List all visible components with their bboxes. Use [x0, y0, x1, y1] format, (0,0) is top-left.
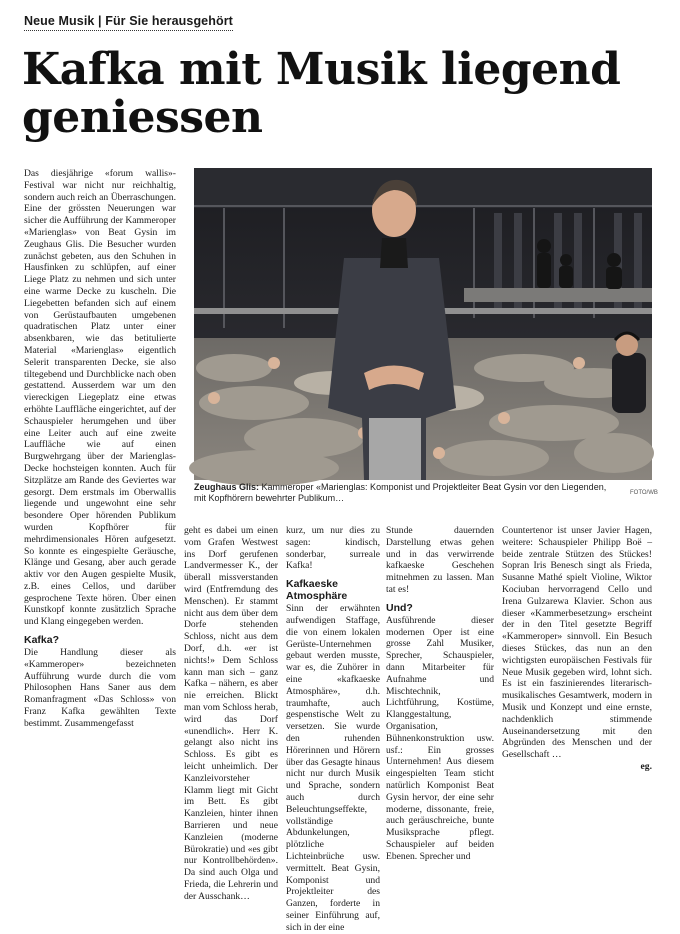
body-paragraph: Das diesjährige «forum wallis»-Festival war nicht nur reichhaltig, sondern auch reich an Überraschungen. Eine der grössten Neuerungen war sicher die Aufführung der Kammeroper «Marienglas» von Beat Gysin im Zeughaus Glis. Die Besucher wurden zunächst gebeten, aus den Schuhen in Hausfinken zu schlüpfen, auf einer Liege Platz zu nehmen und sich unter eine warme Decke zu kuscheln. Die Liegebetten befanden sich auf einem von Gerüstaufbauten umgebenen quadratischen Platz unter einer absenkbaren, wie das betitulierte Material «Marienglas» eigentlich Selerit transparenten Decke, sie also tiltegebend und Durchblicke nach oben gestattend. Ausserdem war um den viereckigen Liegeplatz eine etwas erhöhte Lauffläche eingerichtet, auf der Schauspieler herumgehen und über eine Leiter auch auf eine zweite Lauffläche wie auf einen Burgwehrgang über der Marienglas-Decke hochsteigen konnten. Auch für Sitzplätze am Rande des Geviertes war gesorgt. Dem erstmals im Oberwallis liegende und ungewohnt eine sehr besondere Oper hörenden Publikum wurden Kopfhörer für mehrdimensionales Hören aufgesetzt. So konnte es eingespielte Geräusche, Klänge und Gesang, aber auch gerade aktiv vor den Augen gespielte Musik, z.B. eines Cellos, und darüber gesprochene Texte hören. Über einen Kunstkopf konnte zusätzlich Sprache und Klang eingegeben werden. — [24, 168, 176, 628]
article-column-3 — [286, 525, 380, 933]
article-photo — [194, 168, 652, 480]
subheading-kafkaeske-atmosphaere: Kafkaeske Atmosphäre — [286, 578, 348, 603]
subheading-kafka: Kafka? — [24, 634, 60, 647]
body-paragraph: Stunde dauernden Darstellung etwas gehen und in das verwirrende kafkaeske Geschehen mitnehmen zu lassen. Man tat es! — [386, 525, 494, 595]
subheading-und: Und? — [386, 601, 413, 614]
body-paragraph: Ausführende dieser modernen Oper ist eine grosse Zahl Musiker, Sprecher, Schauspieler, dann Mitarbeiter für Aufnahme und Mischtechnik, Lichtführung, Kostüme, Klanggestaltung, Organisation, Bühnenkonstruktion usw. usf.: Ein grosses Unternehmen! Aus diesem eingespielten Team sticht natürlich Komponist Beat Gysin hervor, der eine sehr moderne, dissonante, freie, auch geräuschreiche, bunte Musiksprache pflegt. Schauspieler auf beiden Ebenen. Sprecher und — [386, 614, 494, 862]
author-signature — [502, 761, 652, 773]
article-column-1 — [24, 168, 176, 782]
section-kicker: Neue Musik | Für Sie herausgehört — [24, 14, 233, 31]
photo-credit: FOTO/WB — [630, 490, 658, 496]
body-paragraph: kurz, um nur dies zu sagen: kindisch, sonderbar, surreale Kafka! — [286, 525, 380, 572]
author-initials: eg. — [640, 760, 652, 772]
caption-location: Zeughaus Glis: — [194, 482, 260, 492]
body-paragraph: Countertenor ist unser Javier Hagen, weitere: Schauspieler Philipp Boë – beide zentrale Stützen des Stückes! Sopran Iris Benesch singt als Frieda, Susanne Mathé spielt Violine, Wiktor Kociuban hervorragend Cello und Irena Gulzarewa Klavier. Schon aus dieser «Kammerbesetzung» erscheint der in den Titel gesetzte Begriff «Kammeroper» sinnvoll. Ein Besuch dieses Stückes, das nun an den wichtigsten europäischen Festivals für Neue Musik gegeben wird, lohnt sich. Es ist ein faszinierendes literarisch-musikalisches Gesamtwerk, modern in Musik und Konzept und eine ernste, nachdenklich stimmende Auseinandersetzung mit den Abgründen des Menschen und der Gesellschaft … — [502, 525, 652, 761]
article-column-2 — [184, 525, 278, 902]
article-column-4 — [386, 525, 494, 862]
body-paragraph: Sinn der erwähnten aufwendigen Staffage, die von einem lokalen Gerüste-Unternehmen gebaut werden musste, war es, die Zuhörer in eine «kafkaeske Atmosphäre», d.h. traumhafte, auch gespenstische Welt zu versetzen. Sie wurde den ruhenden Hörerinnen und Hörern über das Gesagte hinaus nicht nur durch Musik und Sprache, sondern auch durch Beleuchtungseffekte, vollständige Abdunkelungen, plötzliche Lichteinbrüche usw. vermittelt. Beat Gysin, Komponist und Projektleiter des Ganzen, forderte in seiner Einführung auf, sich in der eine — [286, 603, 380, 933]
article-column-5 — [502, 525, 652, 785]
caption-text: Kammeroper «Marienglas: Komponist und Projektleiter Beat Gysin vor den Liegenden, mit Kopfhörern bewehrter Publikum… — [194, 482, 607, 503]
article-headline: Kafka mit Musik liegend geniessen — [22, 44, 621, 143]
photo-scene — [194, 168, 652, 480]
body-paragraph: geht es dabei um einen vom Grafen Westwest ins Dorf gerufenen Landvermesser K., der überall missverstanden wird (Entfremdung des Menschen). Er stammt nicht aus dem über dem Dorfe stehenden Schloss, nicht aus dem Dorf, d.h. «er ist nichts!» Dem Schloss kann man sich – ganz Kafka – nähern, es aber nie erreichen. Blickt man vom Schloss herab, wird das Dorf «unendlich». Herr K. gelangt also nicht ins Schloss. Es gibt es leicht unheimlich. Der Kanzleivorsteher Klamm liegt mit Gicht im Bett. Es gibt Kanzleien, hinter ihnen Barrieren und neue Kanzleien (moderne Bürokratie) und «es gibt nur Kontrollbehörden». Da sind auch Olga und Frieda, die Lehrerin und der Ausschank… — [184, 525, 278, 902]
body-paragraph: Die Handlung dieser als «Kammeroper» bezeichneten Aufführung wurde durch die vom Philosophen Hans Saner aus dem Romanfragment «Das Schloss» von Franz Kafka gewählten Texte bestimmt. Zusammengefasst — [24, 647, 176, 729]
photo-caption — [194, 482, 614, 504]
